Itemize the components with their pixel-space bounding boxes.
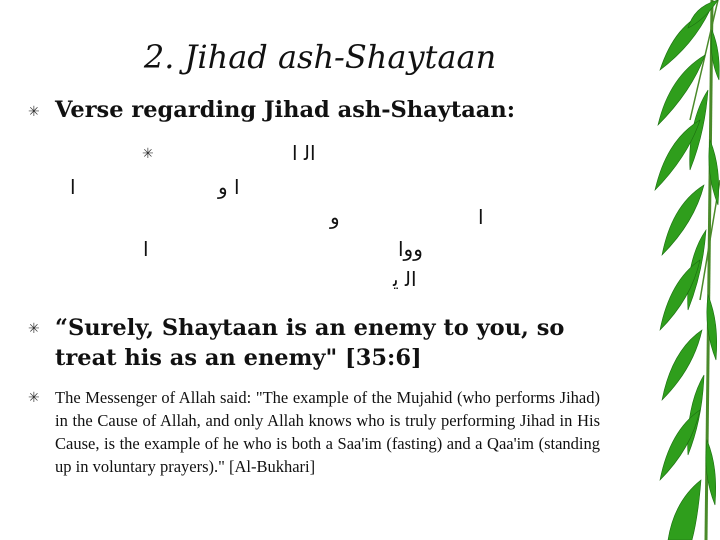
bamboo-leaves-decoration [600,0,720,540]
arabic-verse-line-3-mid: ﻭ [330,205,340,229]
asterisk-bullet-icon: ✳ [28,104,40,120]
asterisk-bullet-icon: ✳ [28,390,40,406]
slide-title: 2. Jihad ash-Shaytaan [143,38,497,76]
bullet-hadith: The Messenger of Allah said: "The example of the Mujahid (who performs Jihad) in the Cause of Allah, and only Allah knows who is truly performing Jihad in His Cause, is the example of he who is both a Saa'im (fasting) and a Qaa'im (standing up in voluntary prayers)." [Al-Bukhari] [55,388,600,476]
arabic-verse-line-3-right: ﺍ [478,205,484,229]
arabic-verse-line-4-right: ﻭﻭﺍ [398,237,423,261]
bullet-verse-heading: Verse regarding Jihad ash-Shaytaan: [55,97,516,123]
arabic-verse-line-4-left: ﺍ [143,237,149,261]
arabic-verse-line-2-left: ﺍ [70,175,76,199]
asterisk-bullet-icon: ✳ [142,146,154,162]
asterisk-bullet-icon: ✳ [28,321,40,337]
arabic-verse-line-1: ﺍﻟ ﺍ [292,141,316,165]
bullet-verse-translation: “Surely, Shaytaan is an enemy to you, so treat his as an enemy" [35:6] [55,315,565,371]
arabic-verse-line-2-right: ﺍ ﻭ [218,175,240,199]
arabic-verse-line-5: ﺍﻟ ﻳ [393,267,417,291]
